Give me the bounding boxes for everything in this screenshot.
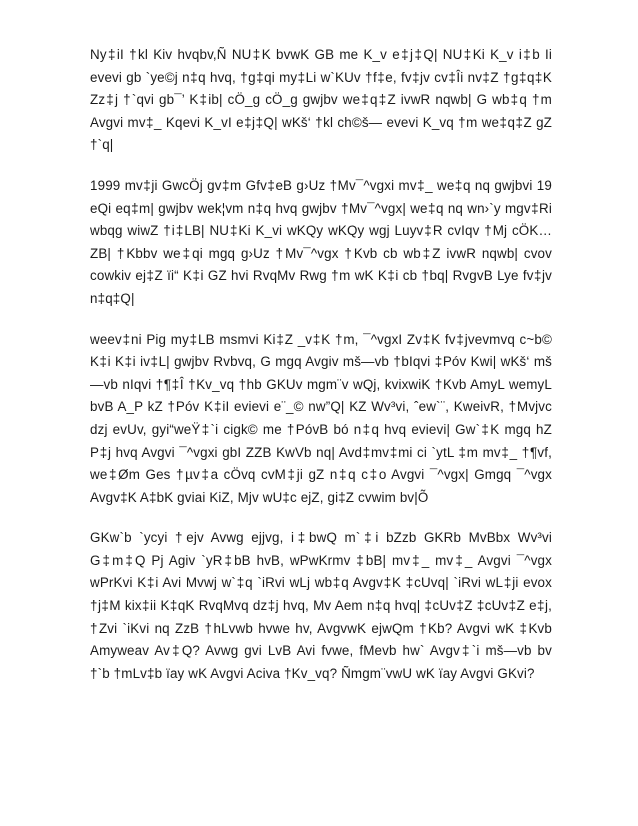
- text-line: P‡j hvq Avgvi ¯^vgxi gbI ZZB KwVb nq| Avd‡mv‡mi ci `ytL ‡m mv‡_ †¶vf,: [90, 444, 552, 460]
- text-line: Ny‡iI †kl Kiv hvqbv,Ñ NU‡K bvwK GB me K_v e‡j‡Q| NU‡Ki K_v i‡b Ii: [90, 47, 552, 62]
- text-line: wPrKvi K‡i Avi Mvwj w`‡q `iRvi wLj wb‡q Avgv‡K ‡cUvq| `iRvi wL‡ji evox: [90, 575, 552, 591]
- text-line: —vb nIqvi †¶‡Î †Kv_vq †hb GKUv mgm¨v wQj, kvixwiK †Kvb AmyL wemyL: [90, 376, 552, 392]
- text-line: †`b †mLv‡b ïay wK Avgvi Aciva †Kv_vq? Ñmgm¨vwU wK ïay Avgvi GKvi?: [90, 665, 535, 681]
- text-line: Amyweav Av‡Q? Avwg gvi LvB Avi fvwe, fMevb hw` Avgv‡`i mš—vb bv: [90, 643, 552, 659]
- paragraph-4: [90, 527, 552, 685]
- text-line: †j‡M kix‡ii K‡qK RvqMvq dz‡j hvq, Mv Aem n‡q hvq| ‡cUv‡Z ‡cUv‡Z e‡j,: [90, 598, 552, 614]
- text-line: †Zvi `iKvi nq ZzB †hLvwb hvwe hv, AvgvwK ejwQm †Kb? Avgvi wK ‡Kvb: [90, 620, 552, 636]
- text-line: 1999 mv‡ji GwcÖj gv‡m Gfv‡eB g›Uz †Mv¯^vgxi mv‡_ we‡q nq gwjbvi 19: [90, 177, 552, 193]
- text-line: K‡i K‡i iv‡L| gwjbv Rvbvq, G mgq Avgiv mš—vb †bIqvi ‡Póv Kwi| wKš‘ mš: [90, 354, 552, 370]
- text-line: eQi eq‡m| gwjbv wek¦vm n‡q hvq gwjbv †Mv¯^vgx| we‡q nq wn›`y mgv‡Ri: [90, 200, 552, 216]
- text-line: †`q|: [90, 137, 114, 153]
- text-line: weev‡ni Pig my‡LB msmvi Ki‡Z _v‡K †m, ¯^vgxI Zv‡K fv‡jvevmvq c~b©: [90, 331, 552, 347]
- text-line: we‡Øm Ges †µv‡a cÖvq cvM‡ji gZ n‡q c‡o Avgvi ¯^vgx| Gmgq ¯^vgx: [90, 467, 552, 483]
- text-line: n‡q‡Q|: [90, 290, 135, 306]
- text-line: evevi gb `ye©j n‡q hvq, †g‡qi my‡Li w`KUv †f‡e, fv‡jv cv‡Îi nv‡Z †g‡q‡K: [90, 69, 552, 85]
- paragraph-3: [90, 329, 552, 510]
- text-line: dzj evUv, gyi“weŸ‡`i cigk© me †PóvB bó n‡q hvq evievi| Gw`‡K mgq hZ: [90, 421, 552, 437]
- text-line: bvB A_P kZ †Póv K‡iI evievi e¨_© nw”Q| KZ Wv³vi, ˆew`¨, KweivR, †Mvjvc: [90, 399, 552, 415]
- document-body: [90, 44, 552, 703]
- text-line: Avgv‡K A‡bK gviai KiZ, Mjv wU‡c ejZ, gi‡Z cvwim bv|Õ: [90, 489, 429, 505]
- paragraph-1: [90, 44, 552, 157]
- text-line: wbqg wiwZ †i‡LB| NU‡Ki K_vi wKQy wKQy wgj Luyv‡R cvIqv †Mj cÖK…: [90, 223, 552, 239]
- text-line: GKw`b `ycyi †ejv Avwg ejjvg, i‡bwQ m`‡i bZzb GKRb MvBbx Wv³vi: [90, 530, 552, 546]
- text-line: Zz‡j †`qvi gb¯’ K‡ib| cÖ_g cÖ_g gwjbv we‡q‡Z ivwR nqwb| G wb‡q †m: [90, 92, 552, 108]
- text-line: ZB| †Kbbv we‡qi mgq g›Uz †Mv¯^vgx †Kvb cb wb‡Z ivwR nqwb| cvov: [90, 245, 552, 261]
- text-line: cowkiv ej‡Z ïi“ K‡i GZ hvi RvqMv Rwg †m wK K‡i cb †bq| RvgvB Lye fv‡jv: [90, 268, 552, 284]
- paragraph-2: [90, 175, 552, 311]
- text-line: Avgvi mv‡_ Kqevi K_vI e‡j‡Q| wKš‘ †kl ch©š— evevi K_vq †m we‡q‡Z gZ: [90, 114, 552, 130]
- text-line: G‡m‡Q Pj Agiv `yR‡bB hvB, wPwKrmv ‡bB| mv‡_ mv‡_ Avgvi ¯^vgx: [90, 552, 552, 568]
